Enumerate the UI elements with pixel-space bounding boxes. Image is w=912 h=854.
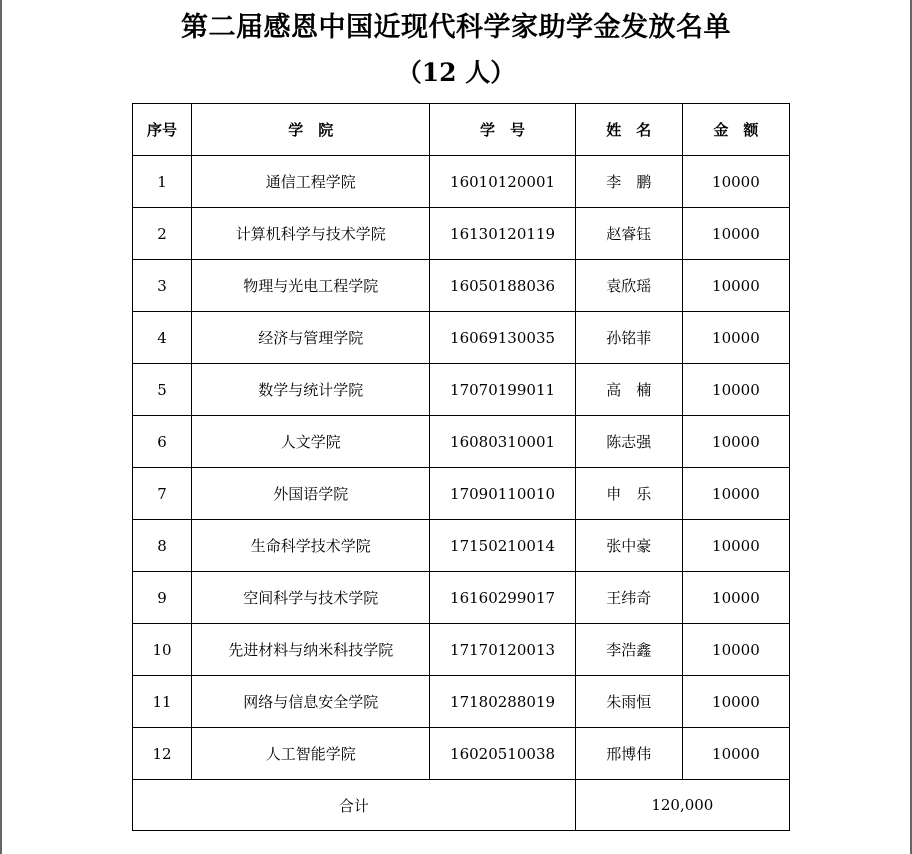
header-amount: 金 额 — [682, 104, 789, 156]
cell-amount: 10000 — [682, 468, 789, 520]
cell-college: 外国语学院 — [192, 468, 430, 520]
cell-student-id: 17180288019 — [430, 676, 575, 728]
page-border-left — [0, 0, 2, 854]
cell-name: 袁欣瑶 — [575, 260, 682, 312]
cell-student-id: 16130120119 — [430, 208, 575, 260]
cell-student-id: 17090110010 — [430, 468, 575, 520]
total-row — [133, 780, 790, 831]
cell-amount: 10000 — [682, 728, 789, 780]
cell-index: 3 — [133, 260, 192, 312]
table-row — [133, 520, 790, 572]
total-value: 120,000 — [575, 780, 789, 831]
header-college: 学 院 — [192, 104, 430, 156]
cell-amount: 10000 — [682, 416, 789, 468]
table-row — [133, 624, 790, 676]
cell-college: 通信工程学院 — [192, 156, 430, 208]
table-row — [133, 728, 790, 780]
cell-index: 8 — [133, 520, 192, 572]
cell-name: 陈志强 — [575, 416, 682, 468]
total-label: 合计 — [133, 780, 576, 831]
cell-amount: 10000 — [682, 624, 789, 676]
cell-student-id: 16080310001 — [430, 416, 575, 468]
header-student-id: 学 号 — [430, 104, 575, 156]
cell-name: 高 楠 — [575, 364, 682, 416]
table-row — [133, 260, 790, 312]
cell-name: 申 乐 — [575, 468, 682, 520]
cell-college: 网络与信息安全学院 — [192, 676, 430, 728]
cell-name: 张中豪 — [575, 520, 682, 572]
cell-index: 4 — [133, 312, 192, 364]
table-header-row — [133, 104, 790, 156]
cell-index: 5 — [133, 364, 192, 416]
cell-college: 生命科学技术学院 — [192, 520, 430, 572]
cell-name: 邢博伟 — [575, 728, 682, 780]
cell-name: 王纬奇 — [575, 572, 682, 624]
header-name: 姓 名 — [575, 104, 682, 156]
cell-student-id: 16050188036 — [430, 260, 575, 312]
cell-index: 7 — [133, 468, 192, 520]
cell-amount: 10000 — [682, 260, 789, 312]
header-index: 序号 — [133, 104, 192, 156]
cell-college: 人工智能学院 — [192, 728, 430, 780]
cell-college: 人文学院 — [192, 416, 430, 468]
cell-amount: 10000 — [682, 208, 789, 260]
cell-name: 朱雨恒 — [575, 676, 682, 728]
table-row — [133, 156, 790, 208]
document-subtitle: （12 人） — [396, 58, 516, 87]
table-row — [133, 364, 790, 416]
cell-amount: 10000 — [682, 520, 789, 572]
cell-index: 9 — [133, 572, 192, 624]
cell-amount: 10000 — [682, 364, 789, 416]
cell-college: 物理与光电工程学院 — [192, 260, 430, 312]
cell-college: 空间科学与技术学院 — [192, 572, 430, 624]
cell-student-id: 17170120013 — [430, 624, 575, 676]
cell-amount: 10000 — [682, 676, 789, 728]
cell-amount: 10000 — [682, 156, 789, 208]
table-row — [133, 208, 790, 260]
cell-name: 孙铭菲 — [575, 312, 682, 364]
cell-amount: 10000 — [682, 312, 789, 364]
cell-student-id: 16160299017 — [430, 572, 575, 624]
cell-name: 李浩鑫 — [575, 624, 682, 676]
document-title: 第二届感恩中国近现代科学家助学金发放名单 — [181, 12, 731, 43]
cell-college: 先进材料与纳米科技学院 — [192, 624, 430, 676]
cell-index: 2 — [133, 208, 192, 260]
table-row — [133, 468, 790, 520]
cell-college: 计算机科学与技术学院 — [192, 208, 430, 260]
cell-index: 10 — [133, 624, 192, 676]
cell-index: 12 — [133, 728, 192, 780]
table-row — [133, 312, 790, 364]
table-row — [133, 572, 790, 624]
cell-college: 数学与统计学院 — [192, 364, 430, 416]
cell-name: 赵睿钰 — [575, 208, 682, 260]
cell-amount: 10000 — [682, 572, 789, 624]
scholarship-table — [132, 103, 790, 831]
cell-student-id: 17070199011 — [430, 364, 575, 416]
cell-college: 经济与管理学院 — [192, 312, 430, 364]
table-row — [133, 676, 790, 728]
table-row — [133, 416, 790, 468]
cell-name: 李 鹏 — [575, 156, 682, 208]
cell-student-id: 16020510038 — [430, 728, 575, 780]
cell-student-id: 17150210014 — [430, 520, 575, 572]
table-body — [133, 156, 790, 780]
cell-index: 6 — [133, 416, 192, 468]
cell-student-id: 16069130035 — [430, 312, 575, 364]
cell-student-id: 16010120001 — [430, 156, 575, 208]
cell-index: 1 — [133, 156, 192, 208]
cell-index: 11 — [133, 676, 192, 728]
